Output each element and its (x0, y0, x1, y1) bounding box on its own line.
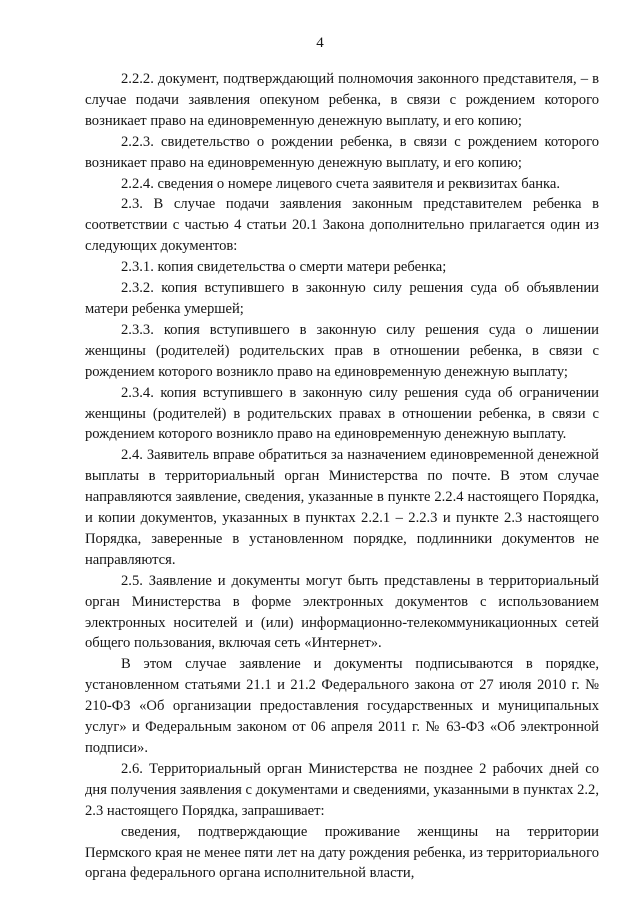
paragraph-2-6: 2.6. Территориальный орган Министерства не позднее 2 рабочих дней со дня получения заявления с документами и сведениями, указанными в пунктах 2.2, 2.3 настоящего Порядка, запрашивает: (85, 760, 599, 819)
paragraph-2-2-3: 2.2.3. свидетельство о рождении ребенка, в связи с рождением которого возникает право на единовременную денежную выплату, и его копию; (85, 133, 599, 171)
paragraph-2-5-signing: В этом случае заявление и документы подписываются в порядке, установленном статьями 21.1 и 21.2 Федерального закона от 27 июля 2010 г. № 210-ФЗ «Об организации предоставления государственных и муниципальных услуг» и Федеральным законом от 06 апреля 2011 г. № 63-ФЗ «Об электронной подписи». (85, 656, 599, 756)
paragraph-2-3-2: 2.3.2. копия вступившего в законную силу решения суда об объявлении матери ребенка умершей; (85, 280, 599, 317)
paragraph-2-5: 2.5. Заявление и документы могут быть представлены в территориальный орган Министерства в форме электронных документов с использованием электронных носителей и (или) информационно-телекоммуникационных сетей общего пользования, включая сеть «Интернет». (85, 572, 599, 652)
paragraph-2-2-2: 2.2.2. документ, подтверждающий полномочия законного представителя, – в случае подачи заявления опекуном ребенка, в связи с рождением которого возникает право на единовременную денежную выплату, и его копию; (85, 71, 599, 129)
paragraph-2-3-3: 2.3.3. копия вступившего в законную силу решения суда о лишении женщины (родителей) родительских прав в отношении ребенка, в связи с рождением которого возникло право на единовременную денежную выплату; (85, 321, 599, 380)
paragraph-residence-info: сведения, подтверждающие проживание женщины на территории Пермского края не менее пяти лет на дату рождения ребенка, из территориального органа федерального органа исполнительной власти, (85, 823, 599, 882)
document-body (85, 69, 599, 884)
paragraph-2-3-1: 2.3.1. копия свидетельства о смерти матери ребенка; (121, 259, 447, 276)
paragraph-2-2-4: 2.2.4. сведения о номере лицевого счета заявителя и реквизитах банка. (121, 175, 561, 192)
paragraph-2-4: 2.4. Заявитель вправе обратиться за назначением единовременной денежной выплаты в территориальный орган Министерства по почте. В этом случае направляются заявление, сведения, указанные в пункте 2.2.4 настоящего Порядка, и копии документов, указанных в пунктах 2.2.1 – 2.2.3 и пункте 2.3 настоящего Порядка, заверенные в установленном порядке, подлинники документов не направляются. (85, 447, 599, 568)
paragraph-2-3: 2.3. В случае подачи заявления законным представителем ребенка в соответствии с частью 4 статьи 20.1 Закона дополнительно прилагается один из следующих документов: (85, 196, 599, 255)
page-number: 4 (316, 35, 324, 51)
paragraph-2-3-4: 2.3.4. копия вступившего в законную силу решения суда об ограничении женщины (родителей) в родительских правах в отношении ребенка, в связи с рождением которого возникло право на единовременную денежную выплату. (85, 384, 599, 443)
